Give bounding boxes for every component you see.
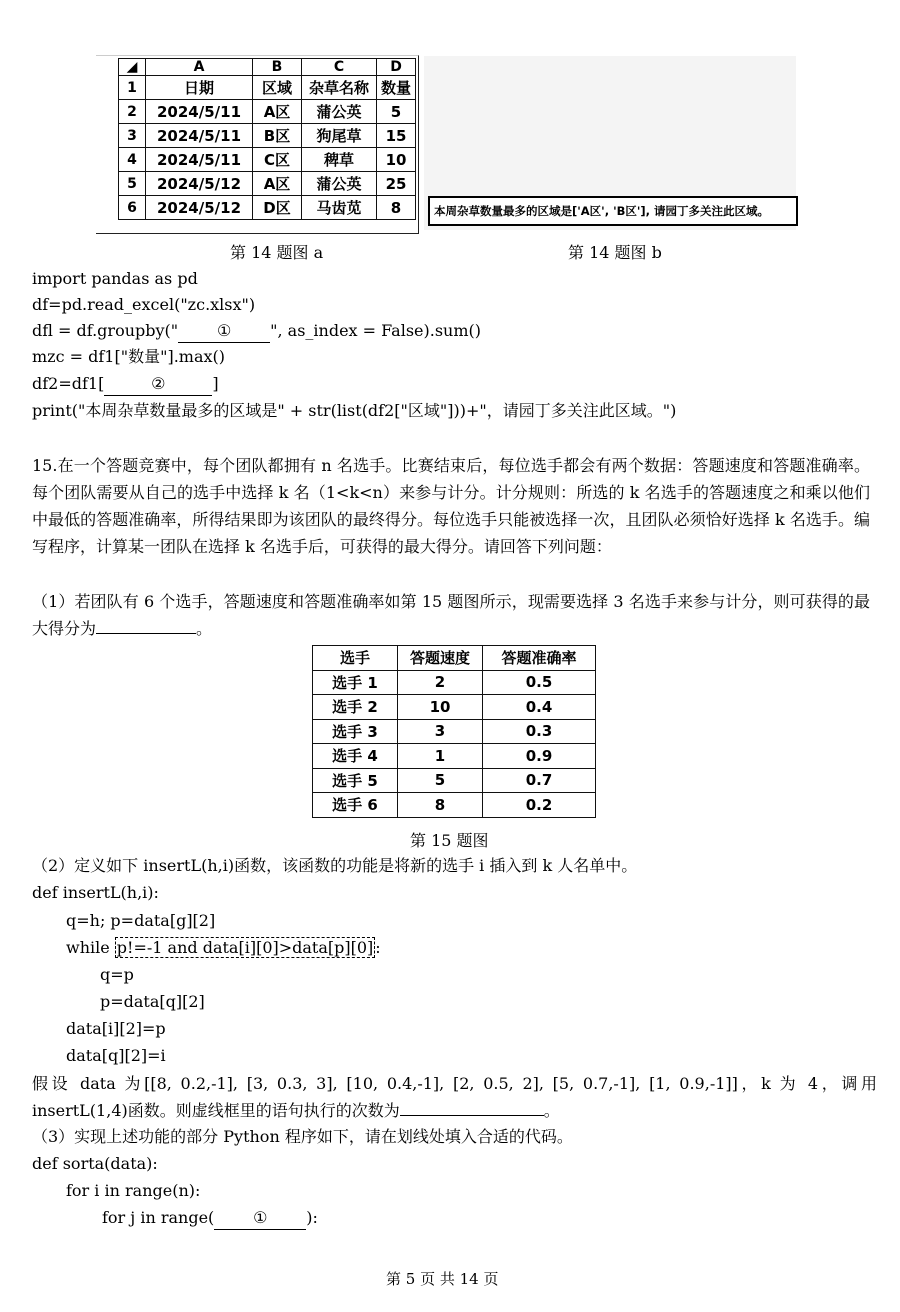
answer-blank — [96, 633, 196, 634]
question-15-part3: （3）实现上述功能的部分 Python 程序如下，请在划线处填入合适的代码。 — [32, 1127, 573, 1146]
table-cell: B区 — [253, 124, 302, 148]
part1-text: （1）若团队有 6 个选手，答题速度和答题准确率如第 15 题图所示，现需要选择 3 名选手来参与计分，则可获得的最大得分为 — [32, 592, 870, 638]
dashed-box-statement: p!=-1 and data[i][0]>data[p][0] — [116, 938, 374, 957]
table-row — [313, 768, 596, 793]
table-cell: 3 — [398, 719, 483, 744]
part1-end: 。 — [196, 619, 213, 638]
col-header: B — [253, 59, 302, 76]
table-cell: 2 — [398, 670, 483, 695]
row-number: 2 — [119, 100, 146, 124]
code-line-blank-2 — [32, 373, 219, 396]
table-row — [119, 148, 416, 172]
table-row — [313, 793, 596, 818]
header-cell: 答题速度 — [398, 646, 483, 671]
figure-15-table — [312, 645, 596, 818]
table-cell: 选手 5 — [313, 768, 398, 793]
code-line: def sorta(data): — [32, 1154, 158, 1173]
table-cell: 选手 4 — [313, 744, 398, 769]
figure-a-caption: 第 14 题图 a — [230, 243, 324, 262]
answer-blank: ② — [104, 373, 212, 396]
table-cell: 选手 1 — [313, 670, 398, 695]
code-text: ] — [212, 374, 219, 393]
table-row — [119, 76, 416, 100]
table-cell: 2024/5/11 — [146, 100, 253, 124]
code-text: for j in range( — [102, 1208, 215, 1227]
figure-b-caption: 第 14 题图 b — [568, 243, 662, 262]
table-cell: 25 — [377, 172, 416, 196]
table-cell: 5 — [398, 768, 483, 793]
code-line: def insertL(h,i): — [32, 883, 159, 902]
answer-blank: ① — [178, 320, 270, 343]
code-text: dfl = df.groupby(" — [32, 321, 179, 340]
table-cell: 15 — [377, 124, 416, 148]
table-cell: 1 — [398, 744, 483, 769]
code-line: for i in range(n): — [66, 1181, 201, 1200]
code-text: ): — [306, 1208, 318, 1227]
col-header: A — [146, 59, 253, 76]
table-cell: 选手 6 — [313, 793, 398, 818]
code-line: import pandas as pd — [32, 269, 198, 288]
table-header-row — [313, 646, 596, 671]
code-line-while — [66, 937, 381, 959]
table-cell: 2024/5/12 — [146, 196, 253, 220]
table-cell: 10 — [398, 695, 483, 720]
table-row — [119, 100, 416, 124]
code-text: df2=df1[ — [32, 374, 105, 393]
corner-cell: ◢ — [119, 59, 146, 76]
table-cell: D区 — [253, 196, 302, 220]
column-header-row — [119, 59, 416, 76]
part2-question-text: 假设 data 为[[8, 0.2,-1], [3, 0.3, 3], [10, 0.4,-1], [2, 0.5, 2], [5, 0.7,-1], [1, 0.9,-1]]，k 为 4，调用 insertL(1,4)函数。则虚线框里的语句执行的次数为 — [32, 1074, 877, 1120]
table-cell: 8 — [377, 196, 416, 220]
header-cell: 区域 — [253, 76, 302, 100]
table-cell: 2024/5/11 — [146, 148, 253, 172]
answer-blank: ① — [214, 1207, 306, 1230]
code-line: mzc = df1["数量"].max() — [32, 347, 225, 366]
row-number: 1 — [119, 76, 146, 100]
table-cell: 0.3 — [483, 719, 596, 744]
table-cell: 5 — [377, 100, 416, 124]
table-cell: 8 — [398, 793, 483, 818]
header-cell: 杂草名称 — [302, 76, 377, 100]
row-number: 5 — [119, 172, 146, 196]
code-text: while — [66, 938, 115, 957]
row-number: 6 — [119, 196, 146, 220]
table-row — [119, 124, 416, 148]
table-cell: A区 — [253, 100, 302, 124]
table-cell: 2024/5/12 — [146, 172, 253, 196]
col-header: C — [302, 59, 377, 76]
table-row — [313, 719, 596, 744]
question-15-part1 — [32, 588, 870, 642]
header-cell: 数量 — [377, 76, 416, 100]
question-15-part2-question — [32, 1070, 877, 1124]
answer-blank — [400, 1115, 544, 1116]
table-cell: 蒲公英 — [302, 100, 377, 124]
table-cell: 马齿苋 — [302, 196, 377, 220]
table-row — [313, 670, 596, 695]
code-text: ", as_index = False).sum() — [270, 321, 481, 340]
spreadsheet-figure-a — [118, 58, 416, 220]
header-cell: 选手 — [313, 646, 398, 671]
table-cell: 0.4 — [483, 695, 596, 720]
table-cell: 稗草 — [302, 148, 377, 172]
header-cell: 日期 — [146, 76, 253, 100]
code-text: : — [375, 938, 381, 957]
table-row — [313, 744, 596, 769]
question-15-intro: 15.在一个答题竞赛中，每个团队都拥有 n 名选手。比赛结束后，每位选手都会有两个数据：答题速度和答题准确率。每个团队需要从自己的选手中选择 k 名（1<k<n）来参与计分。计分规则：所选的 k 名选手的答题速度之和乘以他们中最低的答题准确率，所得结果即为该团队的最终得分。每位选手只能被选择一次，且团队必须恰好选择 k 名选手。编写程序，计算某一团队在选择 k 名选手后，可获得的最大得分。请回答下列问题： — [32, 456, 870, 556]
table-cell: 0.9 — [483, 744, 596, 769]
code-line: data[q][2]=i — [66, 1046, 166, 1065]
code-line: df=pd.read_excel("zc.xlsx") — [32, 295, 256, 314]
table-cell: 2024/5/11 — [146, 124, 253, 148]
code-line: print("本周杂草数量最多的区域是" + str(list(df2["区域"]))+"，请园丁多关注此区域。") — [32, 401, 677, 420]
figure-15-caption: 第 15 题图 — [410, 831, 489, 850]
code-line-blank-1 — [32, 320, 481, 343]
code-line: p=data[q][2] — [100, 992, 205, 1011]
program-output-box: 本周杂草数量最多的区域是['A区', 'B区'], 请园丁多关注此区域。 — [428, 196, 798, 226]
table-cell: 10 — [377, 148, 416, 172]
table-cell: C区 — [253, 148, 302, 172]
header-cell: 答题准确率 — [483, 646, 596, 671]
code-line: q=p — [100, 965, 134, 984]
table-cell: 选手 2 — [313, 695, 398, 720]
code-line: q=h; p=data[g][2] — [66, 911, 216, 930]
part2-question-end: 。 — [543, 1101, 560, 1120]
table-row — [313, 695, 596, 720]
row-number: 4 — [119, 148, 146, 172]
table-cell: A区 — [253, 172, 302, 196]
table-cell: 0.2 — [483, 793, 596, 818]
col-header: D — [377, 59, 416, 76]
code-line-blank-3 — [102, 1207, 318, 1230]
table-row — [119, 172, 416, 196]
question-15-part2: （2）定义如下 insertL(h,i)函数，该函数的功能是将新的选手 i 插入到 k 人名单中。 — [32, 856, 638, 875]
row-number: 3 — [119, 124, 146, 148]
table-cell: 蒲公英 — [302, 172, 377, 196]
page-footer: 第 5 页 共 14 页 — [386, 1270, 499, 1288]
code-line: data[i][2]=p — [66, 1019, 166, 1038]
table-cell: 狗尾草 — [302, 124, 377, 148]
table-cell: 0.7 — [483, 768, 596, 793]
table-cell: 选手 3 — [313, 719, 398, 744]
table-row — [119, 196, 416, 220]
table-cell: 0.5 — [483, 670, 596, 695]
